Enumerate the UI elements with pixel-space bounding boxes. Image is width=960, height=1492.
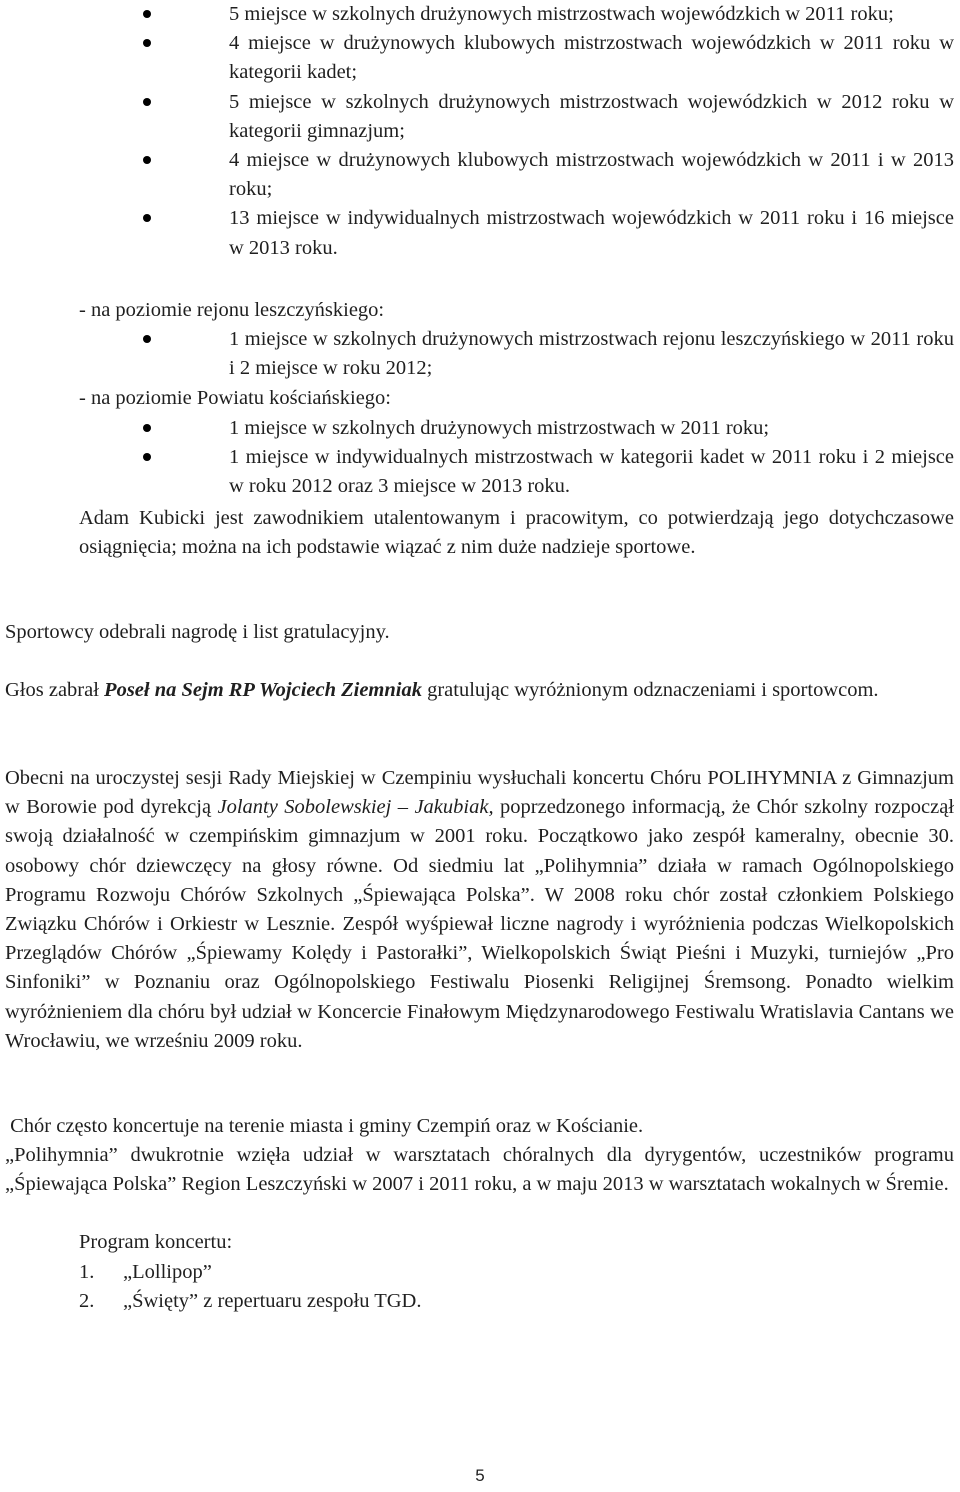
county-heading: - na poziomie Powiatu kościańskiego: xyxy=(79,387,391,409)
concert-paragraph xyxy=(5,764,954,1056)
list-item: 13 miejsce w indywidualnych mistrzostwach wojewódzkich w 2011 roku i 16 miejsce w 2013 roku. xyxy=(229,204,954,262)
program-item xyxy=(79,1287,421,1316)
voivodeship-achievements-list xyxy=(0,0,960,263)
list-item: 4 miejsce w drużynowych klubowych mistrzostwach wojewódzkich w 2011 roku w kategorii kadet; xyxy=(229,29,954,87)
program-item xyxy=(79,1258,421,1287)
program-list xyxy=(79,1258,421,1316)
workshops-paragraph: „Polihymnia” dwukrotnie wzięła udział w warsztatach chóralnych dla dyrygentów, uczestników programu „Śpiewająca Polska” Region Leszczyński w 2007 i 2011 roku, a w maju 2013 w warsztatach wokalnych w Śremie. xyxy=(5,1144,954,1196)
speaker-name: Poseł na Sejm RP Wojciech Ziemniak xyxy=(104,679,422,701)
list-item: 5 miejsce w szkolnych drużynowych mistrzostwach wojewódzkich w 2011 roku; xyxy=(229,0,954,29)
concert-text-2: poprzedzonego informacją, że Chór szkolny rozpoczął swoją działalność w czempińskim gimnazjum w 2001 roku. Początkowo jako zespół kameralny, obecnie 30. osobowy chór dziewczęcy na głosy równe. Od siedmiu lat „Polihymnia” działa w ramach Ogólnopolskiego Programu Rozwoju Chórów Szkolnych „Śpiewająca Polska”. W 2008 roku chór został członkiem Polskiego Związku Chórów i Orkiestr w Lesznie. Zespół wyśpiewał liczne nagrody i wyróżnienia podczas Wielkopolskich Przeglądów Chórów „Śpiewamy Kolędy i Pastorałki”, Wielkopolskich Świąt Pieśni i Muzyki, turniejów „Pro Sinfoniki” w Poznaniu oraz Ogólnopolskiego Festiwalu Piosenki Religijnej Śremsong. Ponadto wielkim wyróżnieniem dla chóru był udział w Koncercie Finałowym Międzynarodowego Festiwalu Wratislavia Cantans we Wrocławiu, we wrześniu 2009 roku. xyxy=(5,796,955,1052)
page-number: 5 xyxy=(475,1466,485,1485)
program-item-number: 1. xyxy=(79,1261,95,1283)
award-line: Sportowcy odebrali nagrodę i list gratulacyjny. xyxy=(5,621,390,643)
county-achievements-list xyxy=(0,414,960,502)
speech-rest: gratulując wyróżnionym odznaczeniami i sportowcom. xyxy=(427,679,879,701)
list-item: 4 miejsce w drużynowych klubowych mistrzostwach wojewódzkich w 2011 i w 2013 roku; xyxy=(229,146,954,204)
list-item: 1 miejsce w szkolnych drużynowych mistrzostwach w 2011 roku; xyxy=(229,414,954,443)
list-item: 1 miejsce w indywidualnych mistrzostwach w kategorii kadet w 2011 roku i 2 miejsce w roku 2012 oraz 3 miejsce w 2013 roku. xyxy=(229,443,954,501)
concert-text-1: Obecni na uroczystej sesji Rady Miejskiej w Czempiniu wysłuchali koncertu Chóru POLIHYMNIA z Gimnazjum w Borowie pod dyrekcją xyxy=(5,767,954,819)
speech-intro: Głos zabrał xyxy=(5,679,99,701)
list-item: 5 miejsce w szkolnych drużynowych mistrzostwach wojewódzkich w 2012 roku w kategorii gimnazjum; xyxy=(229,88,954,146)
region-heading: - na poziomie rejonu leszczyńskiego: xyxy=(79,299,385,321)
region-achievements-list xyxy=(0,325,960,383)
concerts-line: Chór często koncertuje na terenie miasta i gminy Czempiń oraz w Kościanie. xyxy=(5,1115,644,1137)
program-heading: Program koncertu: xyxy=(79,1231,233,1253)
program-item-title: „Lollipop” xyxy=(123,1261,212,1283)
conductor-name: Jolanty Sobolewskiej – Jakubiak, xyxy=(217,796,494,819)
program-item-number: 2. xyxy=(79,1290,95,1313)
speech-paragraph xyxy=(5,676,954,705)
list-item: 1 miejsce w szkolnych drużynowych mistrzostwach rejonu leszczyńskiego w 2011 roku i 2 miejsce w roku 2012; xyxy=(229,325,954,383)
program-item-title: „Święty” z repertuaru zespołu TGD. xyxy=(123,1290,422,1313)
adam-kubicki-paragraph: Adam Kubicki jest zawodnikiem utalentowanym i pracowitym, co potwierdzają jego dotychczasowe osiągnięcia; można na ich podstawie wiązać z nim duże nadzieje sportowe. xyxy=(79,507,954,559)
